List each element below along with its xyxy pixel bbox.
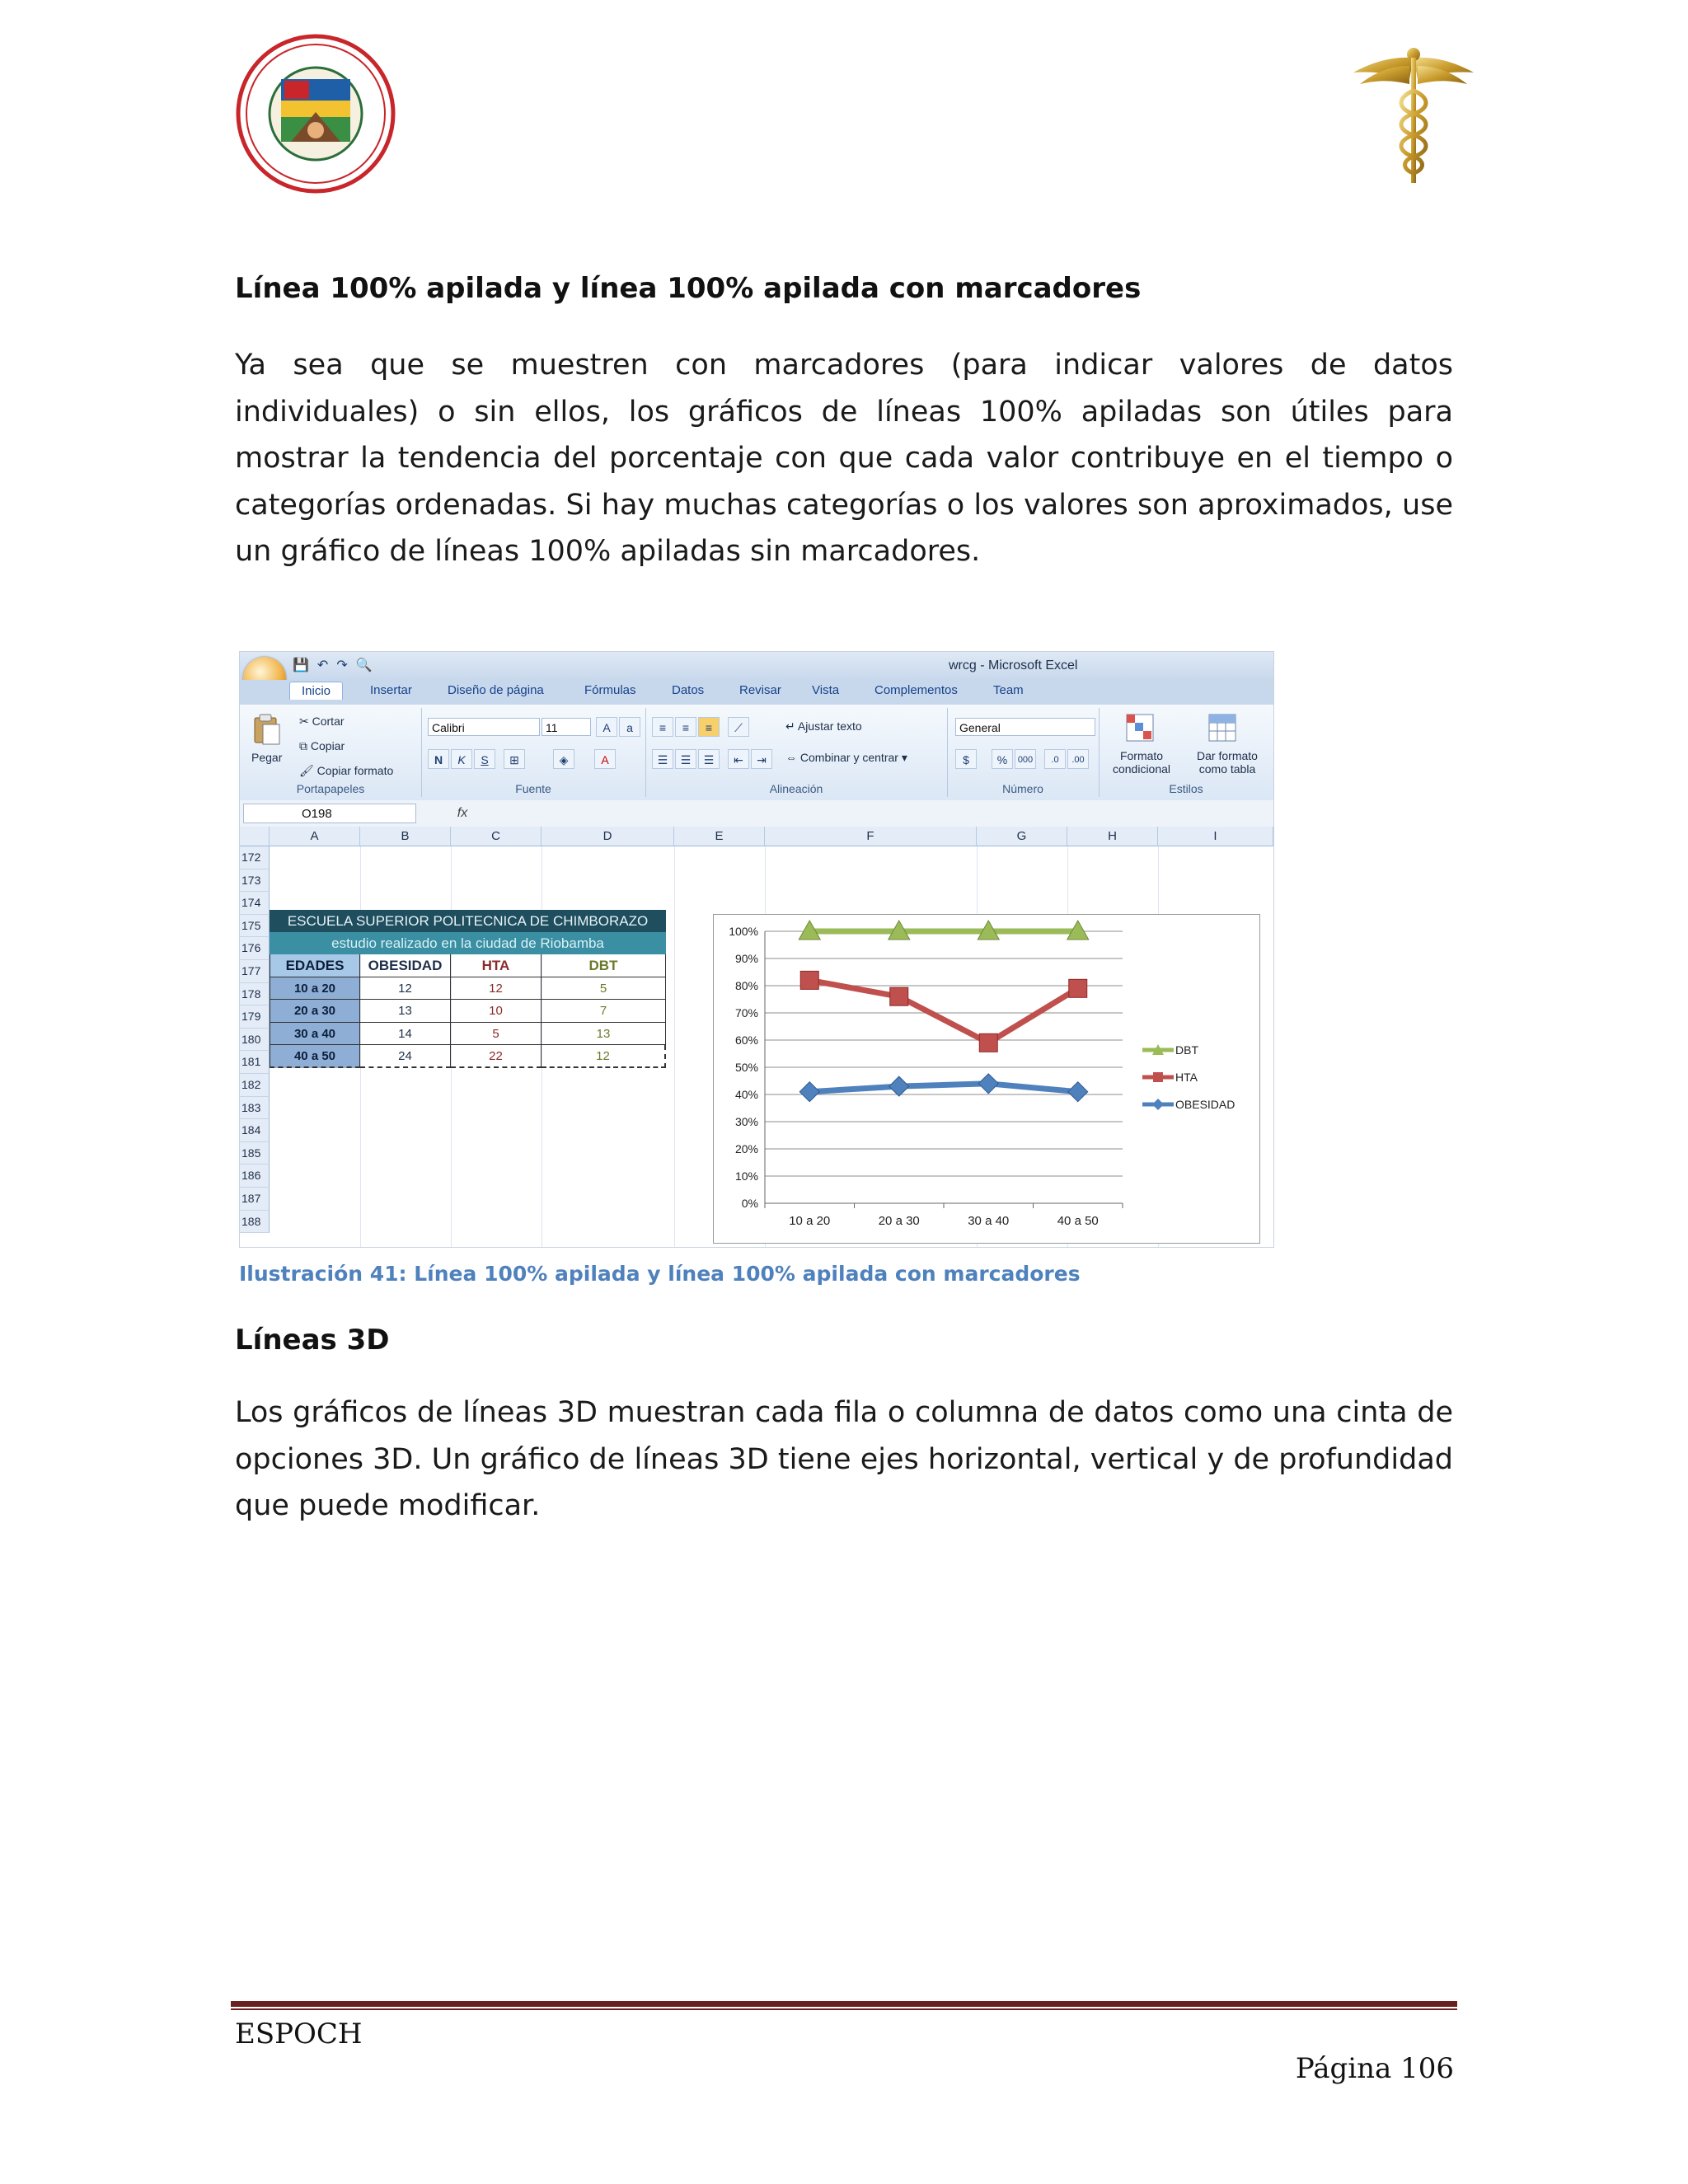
align-bottom-icon[interactable]: ≡ <box>698 717 720 737</box>
table-cell[interactable]: 5 <box>542 977 666 1001</box>
tab-formulas[interactable]: Fórmulas <box>584 683 636 697</box>
increase-decimal-icon[interactable]: .0 <box>1044 749 1066 769</box>
table-cell[interactable]: 14 <box>360 1023 451 1046</box>
format-table-icon[interactable] <box>1206 711 1239 744</box>
footer-institution: ESPOCH <box>235 2018 363 2050</box>
tab-diseno-pagina[interactable]: Diseño de página <box>448 683 544 697</box>
page-number: Página 106 <box>1295 2052 1454 2085</box>
y-tick-label: 80% <box>734 979 758 992</box>
table-cell[interactable]: 12 <box>451 977 542 1001</box>
table-cell[interactable]: 40 a 50 <box>270 1045 360 1068</box>
paste-icon[interactable] <box>250 713 283 746</box>
legend-label: OBESIDAD <box>1175 1098 1236 1111</box>
chart-svg <box>714 915 1259 1243</box>
table-cell[interactable]: 7 <box>542 1000 666 1023</box>
row-header[interactable]: 186 <box>240 1165 270 1188</box>
column-header[interactable]: I <box>1158 827 1273 846</box>
y-tick-label: 0% <box>741 1197 758 1210</box>
percent-icon[interactable]: % <box>992 749 1013 769</box>
grow-font-icon[interactable]: A <box>596 717 617 737</box>
group-label-clipboard: Portapapeles <box>296 782 365 795</box>
group-alignment <box>645 708 948 797</box>
table-header-edades[interactable]: EDADES <box>270 954 360 977</box>
excel-screenshot <box>239 651 1274 1248</box>
row-header[interactable]: 187 <box>240 1188 270 1211</box>
font-size-select[interactable]: 11 <box>542 718 591 736</box>
y-tick-label: 10% <box>734 1169 758 1183</box>
table-cell[interactable]: 10 a 20 <box>270 977 360 1001</box>
wrap-text-icon: ↵ <box>785 719 798 733</box>
conditional-format-button[interactable]: Formato condicional <box>1112 749 1171 776</box>
y-tick-label: 50% <box>734 1061 758 1074</box>
merge-center-button[interactable]: ⇔ Combinar y centrar ▾ <box>785 751 907 764</box>
data-point-hta <box>800 971 818 989</box>
table-cell[interactable]: 30 a 40 <box>270 1023 360 1046</box>
row-header[interactable]: 188 <box>240 1211 270 1234</box>
group-font <box>421 708 646 797</box>
column-header[interactable]: E <box>674 827 765 846</box>
tab-complementos[interactable]: Complementos <box>874 683 958 697</box>
currency-icon[interactable]: $ <box>955 749 977 769</box>
espoch-seal-icon <box>233 33 398 194</box>
copy-button[interactable]: ⧉ Copiar <box>299 739 345 752</box>
y-tick-label: 20% <box>734 1142 758 1155</box>
table-cell[interactable]: 12 <box>360 977 451 1001</box>
data-point-hta <box>1069 979 1087 997</box>
paragraph-3d-lines: Los gráficos de líneas 3D muestran cada fila o columna de datos como una cinta de opciones 3D. Un gráfico de líneas 3D tiene ejes horizontal, vertical y de profundidad que puede modificar. <box>235 1396 1453 1522</box>
wrap-text-button[interactable]: ↵ Ajustar texto <box>785 719 862 733</box>
tab-inicio[interactable]: Inicio <box>289 682 343 700</box>
table-cell[interactable]: 22 <box>451 1045 542 1068</box>
conditional-format-icon[interactable] <box>1123 711 1156 744</box>
align-left-icon[interactable]: ☰ <box>652 749 673 769</box>
data-point-obesidad <box>1068 1082 1088 1102</box>
scissors-icon: ✂ <box>299 715 312 728</box>
row-header[interactable]: 180 <box>240 1029 270 1052</box>
y-tick-label: 100% <box>729 925 758 938</box>
group-label-font: Fuente <box>515 782 551 795</box>
group-styles <box>1099 708 1273 797</box>
formula-bar <box>240 800 1273 827</box>
section-heading-3d-lines: Líneas 3D <box>235 1324 390 1357</box>
y-tick-label: 30% <box>734 1115 758 1128</box>
window-title: wrcg - Microsoft Excel <box>949 658 1078 673</box>
table-cell[interactable]: 12 <box>542 1045 666 1068</box>
legend-label: DBT <box>1175 1043 1198 1057</box>
merge-icon: ⇔ <box>785 751 800 764</box>
align-top-icon[interactable]: ≡ <box>652 717 673 737</box>
line-chart[interactable] <box>713 914 1260 1244</box>
underline-icon[interactable]: S <box>474 749 495 769</box>
increase-indent-icon[interactable]: ⇥ <box>751 749 772 769</box>
quick-access-toolbar <box>293 657 373 673</box>
fill-color-icon[interactable]: ◈ <box>553 749 574 769</box>
row-header[interactable]: 174 <box>240 892 270 915</box>
table-cell[interactable]: 24 <box>360 1045 451 1068</box>
undo-icon[interactable]: ↶ <box>316 658 329 673</box>
shrink-font-icon[interactable]: a <box>619 717 640 737</box>
row-header[interactable]: 172 <box>240 846 270 869</box>
data-point-obesidad <box>799 1082 819 1102</box>
section-heading-stacked-lines: Línea 100% apilada y línea 100% apilada con marcadores <box>235 272 1142 305</box>
x-tick-label: 10 a 20 <box>789 1214 831 1228</box>
column-header[interactable]: C <box>451 827 542 846</box>
tab-insertar[interactable]: Insertar <box>370 683 412 697</box>
table-cell[interactable]: 5 <box>451 1023 542 1046</box>
tab-revisar[interactable]: Revisar <box>739 683 781 697</box>
font-name-select[interactable]: Calibri <box>428 718 540 736</box>
y-tick-label: 90% <box>734 952 758 965</box>
tab-datos[interactable]: Datos <box>672 683 705 697</box>
column-header[interactable]: B <box>360 827 451 846</box>
table-header-obesidad[interactable]: OBESIDAD <box>360 954 451 977</box>
data-point-hta <box>890 987 908 1005</box>
font-color-icon[interactable]: A <box>594 749 616 769</box>
format-as-table-button[interactable]: Dar formato como tabla <box>1197 749 1258 776</box>
data-point-obesidad <box>889 1076 909 1096</box>
paragraph-stacked-lines: Ya sea que se muestren con marcadores (para indicar valores de datos individuales) o sin ellos, los gráficos de líneas 100% apiladas son útiles para mostrar la tendencia del porcentaje con que cada valor contribuye en el tiempo o categorías ordenadas. Si hay muchas categorías o los valores son aproximados, use un gráfico de líneas 100% apiladas sin marcadores. <box>235 349 1453 568</box>
table-header-hta[interactable]: HTA <box>451 954 542 977</box>
row-header[interactable]: 176 <box>240 937 270 960</box>
table-cell[interactable]: 13 <box>542 1023 666 1046</box>
y-tick-label: 70% <box>734 1006 758 1019</box>
group-label-alignment: Alineación <box>769 782 823 795</box>
copy-icon: ⧉ <box>299 739 311 752</box>
align-center-icon[interactable]: ☰ <box>675 749 696 769</box>
table-cell[interactable]: 10 <box>451 1000 542 1023</box>
cut-button[interactable]: ✂ Cortar <box>299 715 345 728</box>
borders-icon[interactable]: ⊞ <box>504 749 525 769</box>
bold-icon[interactable]: N <box>428 749 449 769</box>
legend-label: HTA <box>1175 1071 1198 1084</box>
select-all-corner[interactable] <box>240 827 270 846</box>
group-clipboard <box>240 708 422 797</box>
group-label-styles: Estilos <box>1169 782 1203 795</box>
group-number <box>947 708 1100 797</box>
footer-rule-thin <box>231 2008 1457 2010</box>
row-header[interactable]: 181 <box>240 1051 270 1074</box>
number-format-select[interactable]: General <box>955 718 1095 736</box>
ribbon-tabs <box>240 680 1273 705</box>
y-tick-label: 40% <box>734 1088 758 1101</box>
column-header[interactable]: F <box>765 827 977 846</box>
fx-icon[interactable]: fx <box>457 806 468 820</box>
decrease-indent-icon[interactable]: ⇤ <box>728 749 749 769</box>
x-tick-label: 40 a 50 <box>1057 1214 1099 1228</box>
excel-title-bar <box>240 652 1273 680</box>
ribbon <box>240 705 1273 801</box>
y-tick-label: 60% <box>734 1033 758 1047</box>
legend-marker <box>1152 1099 1164 1110</box>
x-tick-label: 20 a 30 <box>878 1214 920 1228</box>
row-header[interactable]: 185 <box>240 1142 270 1165</box>
tab-team[interactable]: Team <box>993 683 1024 697</box>
align-middle-icon[interactable]: ≡ <box>675 717 696 737</box>
table-cell[interactable]: 13 <box>360 1000 451 1023</box>
group-label-number: Número <box>1002 782 1043 795</box>
footer-rule <box>231 2001 1457 2007</box>
redo-icon[interactable]: ↷ <box>336 658 348 673</box>
column-header[interactable]: G <box>977 827 1067 846</box>
data-point-hta <box>979 1033 997 1052</box>
row-header[interactable]: 178 <box>240 983 270 1006</box>
series-line-obesidad <box>809 1084 1078 1092</box>
paste-button[interactable]: Pegar <box>251 751 283 764</box>
table-cell[interactable]: 20 a 30 <box>270 1000 360 1023</box>
row-header[interactable]: 173 <box>240 869 270 893</box>
legend-marker <box>1153 1072 1163 1082</box>
row-header[interactable]: 184 <box>240 1119 270 1142</box>
row-header[interactable]: 183 <box>240 1097 270 1120</box>
save-icon[interactable]: 💾 <box>293 658 309 673</box>
data-point-obesidad <box>978 1074 998 1094</box>
thousands-icon[interactable]: 000 <box>1015 749 1036 769</box>
tab-vista[interactable]: Vista <box>812 683 840 697</box>
table-header-dbt[interactable]: DBT <box>542 954 666 977</box>
column-header[interactable]: D <box>542 827 674 846</box>
figure-caption: Ilustración 41: Línea 100% apilada y línea 100% apilada con marcadores <box>239 1262 1081 1286</box>
row-header[interactable]: 175 <box>240 915 270 938</box>
format-painter-button[interactable]: 🖌 Copiar formato <box>299 764 394 777</box>
align-right-icon[interactable]: ☰ <box>698 749 720 769</box>
caduceus-icon <box>1352 41 1475 186</box>
row-header[interactable]: 182 <box>240 1074 270 1097</box>
table-title: ESCUELA SUPERIOR POLITECNICA DE CHIMBORAZO <box>270 910 666 932</box>
column-header[interactable]: H <box>1067 827 1158 846</box>
print-preview-icon[interactable]: 🔍 <box>355 658 373 673</box>
table-subtitle: estudio realizado en la ciudad de Riobamba <box>270 932 666 954</box>
row-header[interactable]: 179 <box>240 1005 270 1029</box>
italic-icon[interactable]: K <box>451 749 472 769</box>
brush-icon: 🖌 <box>299 764 317 777</box>
column-header[interactable]: A <box>270 827 360 846</box>
x-tick-label: 30 a 40 <box>968 1214 1010 1228</box>
series-line-hta <box>809 980 1078 1043</box>
name-box[interactable]: O198 <box>243 804 416 823</box>
orientation-icon[interactable]: ⟋ <box>728 717 749 737</box>
row-header[interactable]: 177 <box>240 960 270 983</box>
decrease-decimal-icon[interactable]: .00 <box>1067 749 1089 769</box>
